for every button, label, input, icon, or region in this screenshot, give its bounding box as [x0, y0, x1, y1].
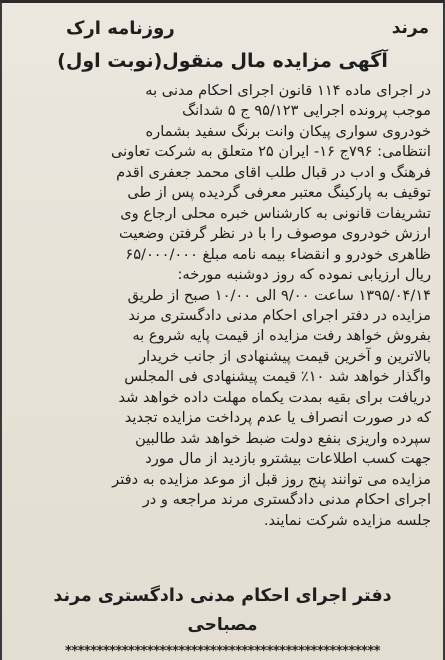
body-line: جلسه مزایده شرکت نمایند.: [263, 511, 431, 529]
body-line: واگذار خواهد شد ۱۰٪ قیمت پیشنهادی فی المجلس: [124, 368, 431, 386]
body-line: که در صورت انصراف یا عدم پرداخت مزایده تجدید: [124, 409, 431, 427]
city-name: مرند: [391, 18, 429, 38]
issuing-office: دفتر اجرای احکام مدنی دادگستری مرند: [53, 586, 392, 606]
body-line: جهت کسب اطلاعات بیشترو بازدید از مال مورد: [145, 450, 431, 468]
star-border: **************************************************: [65, 644, 380, 659]
body-line: ظاهری خودرو و انقضاء بیمه نامه مبلغ ۶۵/۰۰۰/۰۰۰: [125, 245, 431, 263]
body-line: ارزش خودروی موصوف را با در نظر گرفتن وضعیت: [118, 225, 431, 243]
body-line: ریال ارزیابی نموده که روز دوشنبه مورخه:: [177, 266, 431, 284]
body-line: موجب پرونده اجرایی ۹۵/۱۲۳ ج ۵ شدانگ: [182, 102, 431, 120]
body-line: دریافت برای بقیه بمدت یکماه مهلت داده خواهد شد: [118, 388, 431, 406]
body-line: فرهنگ و ادب در قبال طلب اقای محمد جعفری اقدم: [116, 163, 431, 181]
signatory-name: مصباحی: [187, 615, 258, 635]
body-line: بفروش خواهد رفت مزایده از قیمت پایه شروع به: [132, 327, 431, 345]
masthead: [16, 13, 429, 43]
body-line: بالاترین و آخرین قیمت پیشنهادی از جانب خریدار: [139, 347, 431, 365]
body-line: ۱۳۹۵/۰۴/۱۴ ساعت ۹/۰۰ الی ۱۰/۰۰ صبح از طریق: [127, 286, 431, 304]
body-line: توقیف به پارکینگ معتبر معرفی گردیده پس از طی: [127, 184, 431, 202]
body-line: تشریفات قانونی به کارشناس خبره محلی ارجاع وی: [120, 204, 431, 222]
body-line: مزایده می توانند پنج روز قبل از موعد مزایده به دفتر: [112, 470, 431, 488]
body-line: مزایده در دفتر اجرای احکام مدنی دادگستری مرند: [128, 306, 431, 324]
body-line: سپرده واریزی بنفع دولت ضبط خواهد شد طالبین: [135, 429, 431, 447]
body-line: خودروی سواری پیکان وانت برنگ سفید بشماره: [145, 122, 431, 140]
body-line: انتظامی: ۷۹۶ج ۱۶- ایران ۲۵ متعلق به شرکت تعاونی: [110, 143, 431, 161]
newspaper-name: روزنامه ارک: [66, 17, 175, 39]
body-line: در اجرای ماده ۱۱۴ قانون اجرای احکام مدنی به: [145, 82, 431, 99]
notice-body: [14, 81, 431, 581]
body-line: اجرای احکام مدنی دادگستری مرند مراجعه و در: [142, 491, 431, 509]
notice-title: آگهی مزایده مال منقول(نوبت اول): [57, 50, 388, 72]
